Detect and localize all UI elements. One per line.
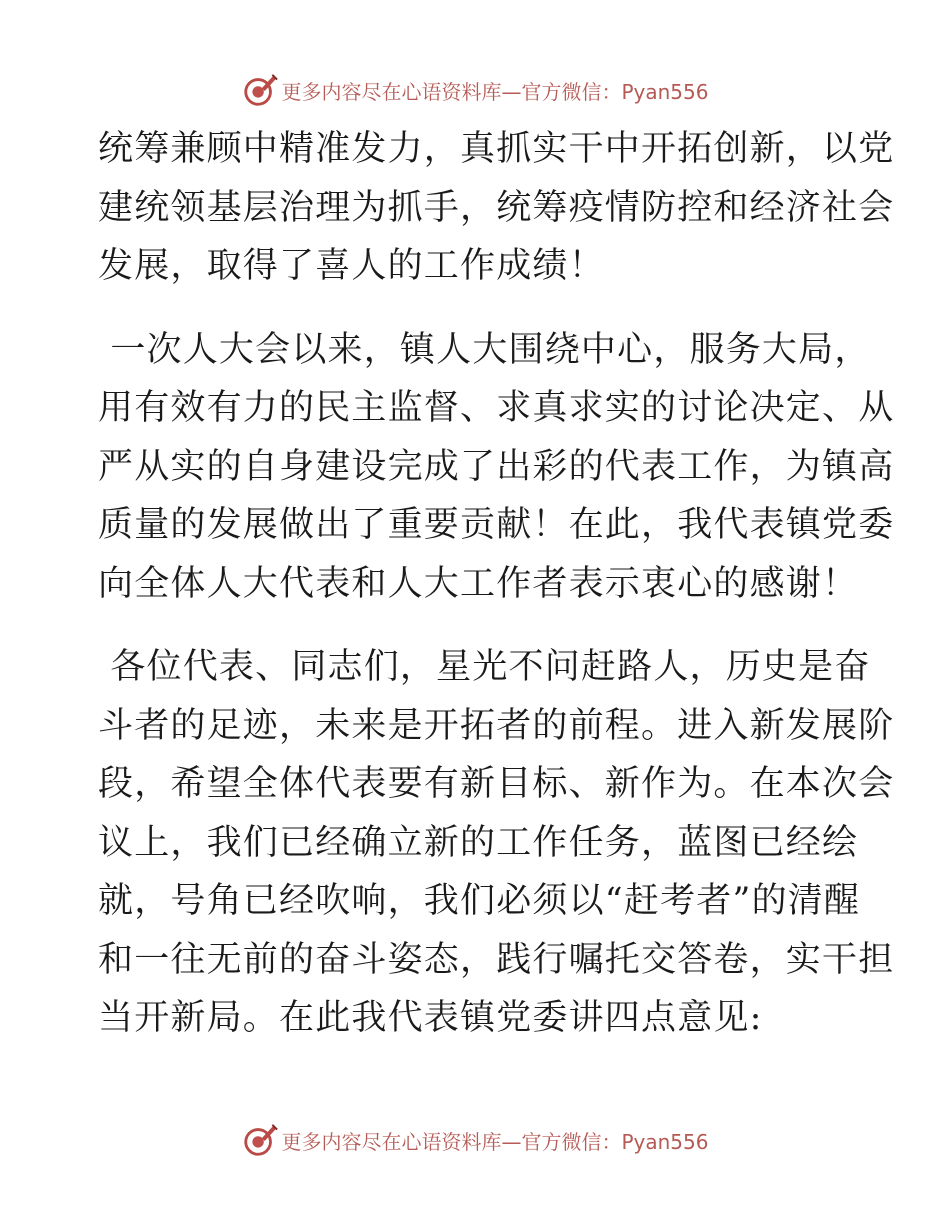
text-line: 各位代表、同志们，星光不问赶路人，历史是奋 <box>98 647 871 687</box>
pen-logo-icon <box>241 71 279 109</box>
text-line: 和一往无前的奋斗姿态，践行嘱托交答卷，实干担 <box>98 939 895 980</box>
text-line: 严从实的自身建设完成了出彩的代表工作，为镇高 <box>98 446 895 487</box>
text-line: 段，希望全体代表要有新目标、新作为。在本次会 <box>98 764 895 804</box>
paragraph-2 <box>98 321 895 614</box>
watermark-footer <box>0 1120 950 1160</box>
text-line: 就，号角已经吹响，我们必须以“赶考者”的清醒 <box>98 881 861 921</box>
watermark-text: 更多内容尽在心语资料库—官方微信：Pyan556 <box>281 79 709 104</box>
text-line: 当开新局。在此我代表镇党委讲四点意见: <box>98 998 763 1038</box>
watermark-header <box>0 70 950 110</box>
pen-logo-icon <box>241 1121 279 1159</box>
watermark-text: 更多内容尽在心语资料库—官方微信：Pyan556 <box>281 1129 709 1154</box>
paragraph-1 <box>98 120 895 296</box>
document-body <box>98 120 895 1048</box>
text-line: 发展，取得了喜人的工作成绩！ <box>98 246 605 286</box>
text-line: 一次人大会以来，镇人大围绕中心，服务大局， <box>98 329 871 370</box>
text-line: 议上，我们已经确立新的工作任务，蓝图已经绘 <box>98 822 859 863</box>
text-line: 用有效有力的民主监督、求真求实的讨论决定、从 <box>98 388 895 428</box>
paragraph-3 <box>98 638 895 1048</box>
text-line: 质量的发展做出了重要贡献！在此，我代表镇党委 <box>98 505 895 545</box>
text-line: 建统领基层治理为抓手，统筹疫情防控和经济社会 <box>98 187 895 228</box>
text-line: 斗者的足迹，未来是开拓者的前程。进入新发展阶 <box>98 705 895 746</box>
text-line: 统筹兼顾中精准发力，真抓实干中开拓创新，以党 <box>98 129 895 169</box>
text-line: 向全体人大代表和人大工作者表示衷心的感谢！ <box>98 563 859 604</box>
